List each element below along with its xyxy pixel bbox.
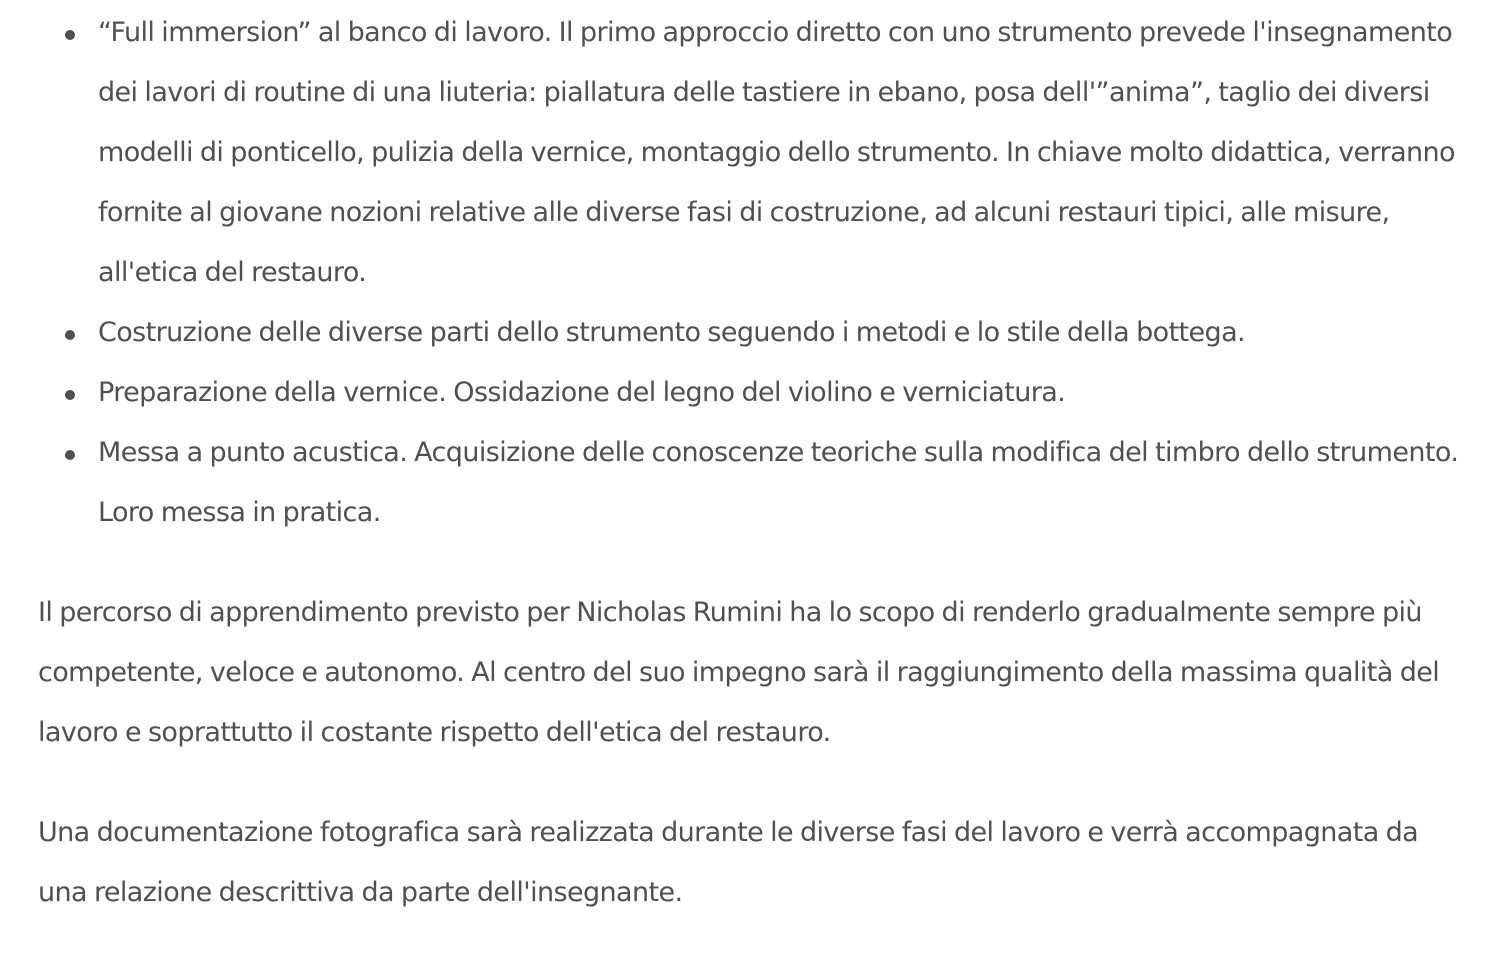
list-item xyxy=(98,363,1468,423)
paragraph-learning-path: Il percorso di apprendimento previsto per Nicholas Rumini ha lo scopo di renderlo gradualmente sempre più competente, veloce e autonomo. Al centro del suo impegno sarà il raggiungimento della massima qualità del lavoro e soprattutto il costante rispetto dell'etica del restauro. xyxy=(38,597,1440,748)
bullet-dot-icon xyxy=(65,390,75,400)
bullet-list xyxy=(38,3,1468,543)
list-item-text: Costruzione delle diverse parti dello strumento seguendo i metodi e lo stile della bottega. xyxy=(98,317,1246,348)
article-body xyxy=(38,3,1468,923)
bullet-dot-icon xyxy=(65,330,75,340)
list-item-text: “Full immersion” al banco di lavoro. Il primo approccio diretto con uno strumento prevede l'insegnamento dei lavori di routine di una liuteria: piallatura delle tastiere in ebano, posa dell'”anima”, taglio dei diversi modelli di ponticello, pulizia della vernice, montaggio dello strumento. In chiave molto didattica, verranno fornite al giovane nozioni relative alle diverse fasi di costruzione, ad alcuni restauri tipici, alle misure, all'etica del restauro. xyxy=(98,17,1455,288)
paragraph-photo-documentation: Una documentazione fotografica sarà realizzata durante le diverse fasi del lavoro e verrà accompagnata da una relazione descrittiva da parte dell'insegnante. xyxy=(38,817,1419,908)
list-item-text: Preparazione della vernice. Ossidazione del legno del violino e verniciatura. xyxy=(98,377,1066,408)
bullet-dot-icon xyxy=(65,450,75,460)
list-item xyxy=(98,303,1468,363)
list-item-text: Messa a punto acustica. Acquisizione delle conoscenze teoriche sulla modifica del timbro dello strumento. Loro messa in pratica. xyxy=(98,437,1459,528)
list-item xyxy=(98,423,1468,543)
bullet-dot-icon xyxy=(65,30,75,40)
list-item xyxy=(98,3,1468,303)
